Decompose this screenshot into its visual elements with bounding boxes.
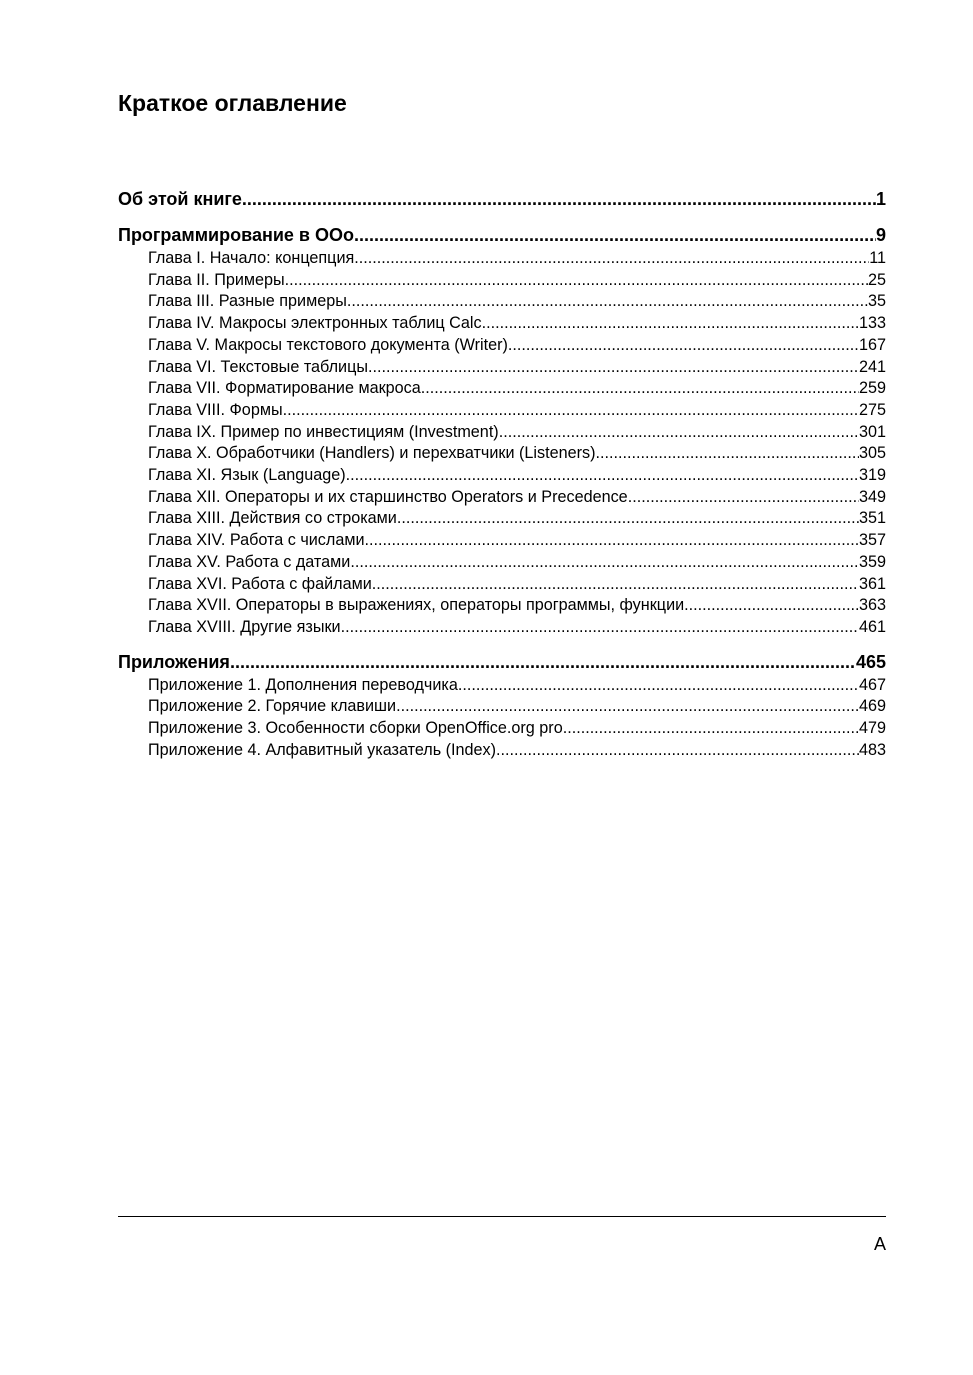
- footer-divider: [118, 1216, 886, 1217]
- toc-chapter-label: Глава IV. Макросы электронных таблиц Calc: [148, 314, 482, 333]
- toc-chapter-page-number: 275: [858, 400, 886, 419]
- toc-chapter-page-number: 359: [858, 552, 886, 571]
- toc-dot-leader: [365, 530, 859, 552]
- toc-chapter-label: Глава XVI. Работа с файлами: [148, 574, 372, 593]
- toc-chapter-entry[interactable]: [118, 718, 886, 740]
- toc-dot-leader: [421, 378, 859, 400]
- toc-chapter-label: Глава VI. Текстовые таблицы: [148, 357, 368, 376]
- toc-chapter-entry[interactable]: [118, 530, 886, 552]
- toc-chapter-page-number: 301: [858, 422, 886, 441]
- toc-chapter-entry[interactable]: [118, 574, 886, 596]
- toc-chapter-entry[interactable]: [118, 313, 886, 335]
- toc-chapter-entry[interactable]: [118, 291, 886, 313]
- toc-chapter-label: Глава I. Начало: концепция: [148, 249, 355, 267]
- toc-chapter-label: Приложение 2. Горячие клавиши: [148, 697, 397, 716]
- toc-chapter-label: Приложение 1. Дополнения переводчика: [148, 675, 458, 694]
- toc-chapter-page-number: 469: [858, 697, 886, 716]
- toc-dot-leader: [684, 595, 859, 617]
- toc-chapter-page-number: 241: [858, 357, 886, 376]
- toc-chapter-entry[interactable]: [118, 508, 886, 530]
- toc-chapter-label: Глава IX. Пример по инвестициям (Investment): [148, 422, 499, 441]
- toc-chapter-page-number: 483: [858, 740, 886, 759]
- toc-chapter-entry[interactable]: [118, 696, 886, 718]
- toc-dot-leader: [242, 186, 876, 212]
- toc-dot-leader: [482, 313, 859, 335]
- toc-chapter-page-number: 259: [858, 379, 886, 398]
- toc-chapter-entry[interactable]: [118, 378, 886, 400]
- toc-chapter-entry[interactable]: [118, 675, 886, 697]
- toc-chapter-entry[interactable]: [118, 357, 886, 379]
- toc-chapter-entry[interactable]: [118, 422, 886, 444]
- toc-chapter-page-number: 461: [858, 617, 886, 636]
- toc-chapter-label: Приложение 4. Алфавитный указатель (Index): [148, 740, 497, 759]
- toc-chapter-page-number: 361: [858, 574, 886, 593]
- toc-chapter-page-number: 363: [858, 596, 886, 615]
- toc-chapter-page-number: 467: [858, 675, 886, 694]
- toc-chapter-label: Глава XVII. Операторы в выражениях, операторы программы, функции: [148, 596, 685, 615]
- toc-chapter-entry[interactable]: [118, 552, 886, 574]
- toc-chapter-page-number: 349: [858, 487, 886, 506]
- toc-chapter-page-number: 11: [869, 249, 886, 267]
- toc-dot-leader: [397, 508, 859, 530]
- toc-chapter-label: Глава XIII. Действия со строками: [148, 509, 397, 528]
- toc-section-label: Об этой книге: [118, 189, 242, 209]
- toc-chapter-entry[interactable]: [118, 740, 886, 762]
- toc-chapter-page-number: 319: [858, 466, 886, 485]
- toc-chapter-entry[interactable]: [118, 487, 886, 509]
- toc-section-entry[interactable]: [118, 649, 886, 675]
- toc-dot-leader: [458, 675, 859, 697]
- toc-dot-leader: [595, 443, 859, 465]
- toc-dot-leader: [230, 649, 856, 675]
- page-title: Краткое оглавление: [118, 90, 347, 116]
- footer-page-number: A: [873, 1234, 886, 1254]
- toc-chapter-label: Глава II. Примеры: [148, 270, 285, 289]
- toc-dot-leader: [354, 248, 869, 270]
- toc-dot-leader: [283, 400, 859, 422]
- toc-chapter-label: Глава III. Разные примеры: [148, 292, 347, 311]
- toc-chapter-label: Глава VIII. Формы: [148, 400, 283, 419]
- toc-chapter-entry[interactable]: [118, 270, 886, 292]
- toc-dot-leader: [563, 718, 859, 740]
- toc-chapter-label: Глава XVIII. Другие языки: [148, 617, 341, 636]
- toc-chapter-page-number: 351: [858, 509, 886, 528]
- toc-dot-leader: [628, 487, 859, 509]
- toc-dot-leader: [372, 574, 859, 596]
- toc-section-label: Приложения: [118, 651, 230, 672]
- toc-chapter-entry[interactable]: [118, 465, 886, 487]
- toc-chapter-label: Глава XV. Работа с датами: [148, 552, 351, 571]
- toc-chapter-label: Глава XI. Язык (Language): [148, 466, 346, 485]
- toc-chapter-page-number: 357: [858, 531, 886, 550]
- toc-dot-leader: [396, 696, 859, 718]
- toc-dot-leader: [350, 552, 859, 574]
- toc-section-entry[interactable]: [118, 186, 886, 212]
- toc-dot-leader: [346, 465, 859, 487]
- toc-chapter-entry[interactable]: [118, 248, 886, 270]
- toc-section-label: Программирование в OOo: [118, 225, 354, 245]
- toc-dot-leader: [285, 270, 868, 292]
- toc-dot-leader: [499, 422, 859, 444]
- toc-chapter-label: Глава XII. Операторы и их старшинство Operators и Precedence: [148, 487, 628, 506]
- toc-dot-leader: [368, 357, 859, 379]
- table-of-contents: [118, 186, 886, 761]
- toc-chapter-page-number: 479: [858, 719, 886, 738]
- toc-chapter-page-number: 35: [867, 292, 886, 311]
- toc-section-entry[interactable]: [118, 222, 886, 248]
- toc-dot-leader: [341, 617, 859, 639]
- toc-chapter-label: Приложение 3. Особенности сборки OpenOffice.org pro: [148, 719, 563, 738]
- toc-dot-leader: [508, 335, 859, 357]
- toc-chapter-entry[interactable]: [118, 443, 886, 465]
- toc-chapter-label: Глава X. Обработчики (Handlers) и перехватчики (Listeners): [148, 444, 596, 463]
- toc-chapter-label: Глава XIV. Работа с числами: [148, 531, 365, 550]
- toc-section-page-number: 1: [875, 189, 886, 209]
- toc-dot-leader: [354, 222, 876, 248]
- toc-chapter-entry[interactable]: [118, 400, 886, 422]
- toc-chapter-label: Глава V. Макросы текстового документа (Writer): [148, 335, 508, 354]
- toc-chapter-page-number: 305: [858, 444, 886, 463]
- toc-dot-leader: [347, 291, 868, 313]
- toc-chapter-page-number: 167: [858, 335, 886, 354]
- toc-section-page-number: 465: [855, 651, 886, 672]
- toc-section-page-number: 9: [875, 225, 886, 245]
- toc-chapter-entry[interactable]: [118, 595, 886, 617]
- toc-chapter-label: Глава VII. Форматирование макроса: [148, 379, 421, 398]
- toc-chapter-page-number: 133: [858, 314, 886, 333]
- toc-chapter-page-number: 25: [867, 270, 886, 289]
- toc-chapter-entry[interactable]: [118, 617, 886, 639]
- toc-chapter-entry[interactable]: [118, 335, 886, 357]
- toc-dot-leader: [496, 740, 859, 762]
